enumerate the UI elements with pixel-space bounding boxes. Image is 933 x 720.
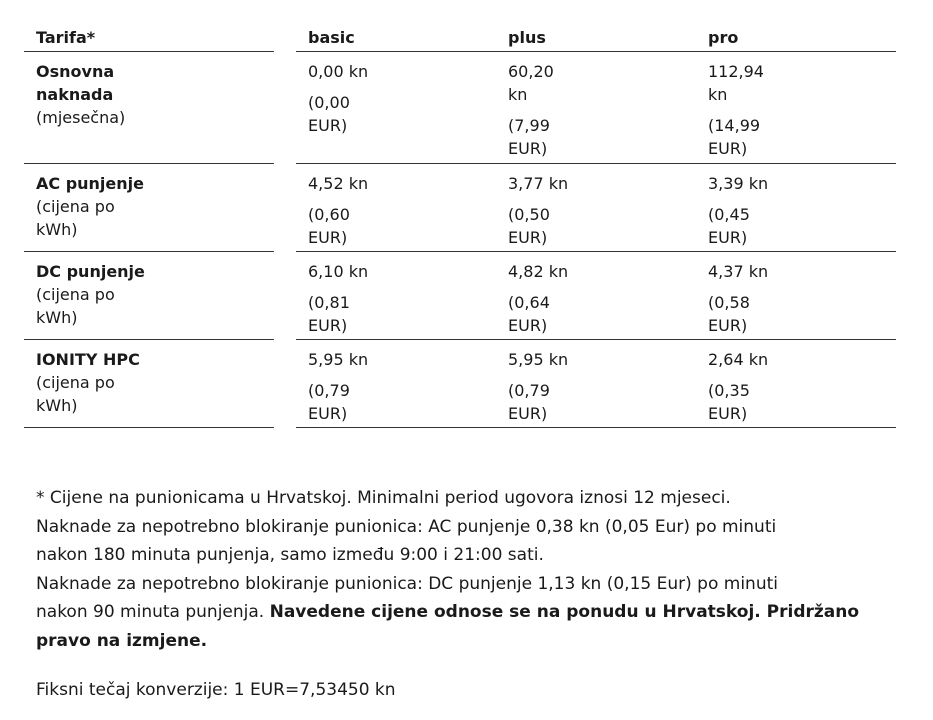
footnote-bold: pravo na izmjene.: [36, 630, 208, 651]
row-subtitle: (cijena po: [36, 373, 115, 392]
row-subtitle: (mjesečna): [36, 108, 126, 127]
price-kn: 3,77 kn: [508, 174, 569, 193]
price-cell-basic: [308, 172, 368, 249]
price-kn: 0,00 kn: [308, 62, 369, 81]
price-eur: EUR): [508, 316, 548, 335]
row-divider-left: [24, 427, 274, 428]
row-divider-left: [24, 251, 274, 252]
price-eur: (0,79: [508, 381, 550, 400]
price-kn: 3,39 kn: [708, 174, 769, 193]
price-cell-pro: [708, 348, 768, 425]
row-title: Osnovna: [36, 62, 115, 81]
price-eur: (0,64: [508, 293, 550, 312]
price-eur: EUR): [308, 316, 348, 335]
row-divider-right: [296, 339, 896, 340]
price-eur: EUR): [508, 228, 548, 247]
price-kn: 2,64 kn: [708, 350, 769, 369]
row-divider-right: [296, 251, 896, 252]
footnote-line: [36, 598, 916, 627]
price-eur: (0,35: [708, 381, 750, 400]
price-eur: EUR): [708, 228, 748, 247]
price-eur: EUR): [708, 139, 748, 158]
row-divider-left: [24, 339, 274, 340]
footnote-line: Naknade za nepotrebno blokiranje punionica: DC punjenje 1,13 kn (0,15 Eur) po minuti: [36, 573, 778, 594]
price-kn: kn: [708, 85, 728, 104]
price-kn: 112,94: [708, 62, 764, 81]
price-eur: EUR): [308, 116, 348, 135]
header-tarifa: Tarifa*: [36, 28, 96, 47]
row-subtitle: (cijena po: [36, 197, 115, 216]
price-kn: 4,82 kn: [508, 262, 569, 281]
footnote-line: [36, 627, 916, 656]
row-divider-right: [296, 163, 896, 164]
price-eur: EUR): [508, 404, 548, 423]
price-cell-plus: [508, 60, 554, 160]
footnote-line: nakon 180 minuta punjenja, samo između 9:00 i 21:00 sati.: [36, 545, 544, 565]
price-eur: (0,00: [308, 93, 350, 112]
price-eur: (0,81: [308, 293, 350, 312]
price-eur: EUR): [508, 139, 548, 158]
header-divider-right: [296, 51, 896, 52]
price-kn: kn: [508, 85, 528, 104]
footnote-plain: nakon 90 minuta punjenja.: [36, 602, 270, 622]
row-label: [36, 172, 144, 241]
price-eur: (0,60: [308, 205, 350, 224]
price-eur: (0,45: [708, 205, 750, 224]
conversion-rate: Fiksni tečaj konverzije: 1 EUR=7,53450 kn: [36, 680, 396, 700]
header-divider-left: [24, 51, 274, 52]
price-eur: EUR): [708, 316, 748, 335]
price-kn: 5,95 kn: [508, 350, 569, 369]
row-divider-left: [24, 163, 274, 164]
footnote-line: Naknade za nepotrebno blokiranje punionica: AC punjenje 0,38 kn (0,05 Eur) po minuti: [36, 516, 777, 537]
row-title: naknada: [36, 85, 114, 104]
footnotes: [36, 484, 916, 655]
price-kn: 5,95 kn: [308, 350, 369, 369]
price-kn: 60,20: [508, 62, 554, 81]
price-eur: (0,79: [308, 381, 350, 400]
price-eur: EUR): [708, 404, 748, 423]
price-eur: (14,99: [708, 116, 761, 135]
header-pro: pro: [708, 28, 739, 47]
price-kn: 4,37 kn: [708, 262, 769, 281]
price-eur: (0,58: [708, 293, 750, 312]
price-eur: EUR): [308, 404, 348, 423]
row-label: [36, 348, 140, 417]
price-eur: EUR): [308, 228, 348, 247]
row-subtitle: kWh): [36, 220, 78, 239]
price-eur: (0,50: [508, 205, 550, 224]
price-cell-pro: [708, 260, 768, 337]
price-cell-pro: [708, 60, 764, 160]
header-basic: basic: [308, 28, 355, 47]
price-cell-basic: [308, 60, 368, 137]
footnote-bold: Navedene cijene odnose se na ponudu u Hrvatskoj. Pridržano: [269, 602, 860, 622]
footnote-line: * Cijene na punionicama u Hrvatskoj. Minimalni period ugovora iznosi 12 mjeseci.: [36, 488, 731, 508]
row-subtitle: (cijena po: [36, 285, 115, 304]
row-subtitle: kWh): [36, 308, 78, 327]
price-cell-plus: [508, 260, 568, 337]
price-eur: (7,99: [508, 116, 550, 135]
row-title: DC punjenje: [36, 262, 145, 281]
row-title: IONITY HPC: [36, 350, 140, 369]
row-subtitle: kWh): [36, 396, 78, 415]
header-plus: plus: [508, 28, 546, 47]
price-cell-basic: [308, 348, 368, 425]
row-label: [36, 260, 145, 329]
price-cell-pro: [708, 172, 768, 249]
price-kn: 4,52 kn: [308, 174, 369, 193]
price-cell-basic: [308, 260, 368, 337]
price-cell-plus: [508, 348, 568, 425]
row-divider-right: [296, 427, 896, 428]
price-cell-plus: [508, 172, 568, 249]
row-title: AC punjenje: [36, 174, 144, 193]
row-label: [36, 60, 125, 129]
price-kn: 6,10 kn: [308, 262, 369, 281]
